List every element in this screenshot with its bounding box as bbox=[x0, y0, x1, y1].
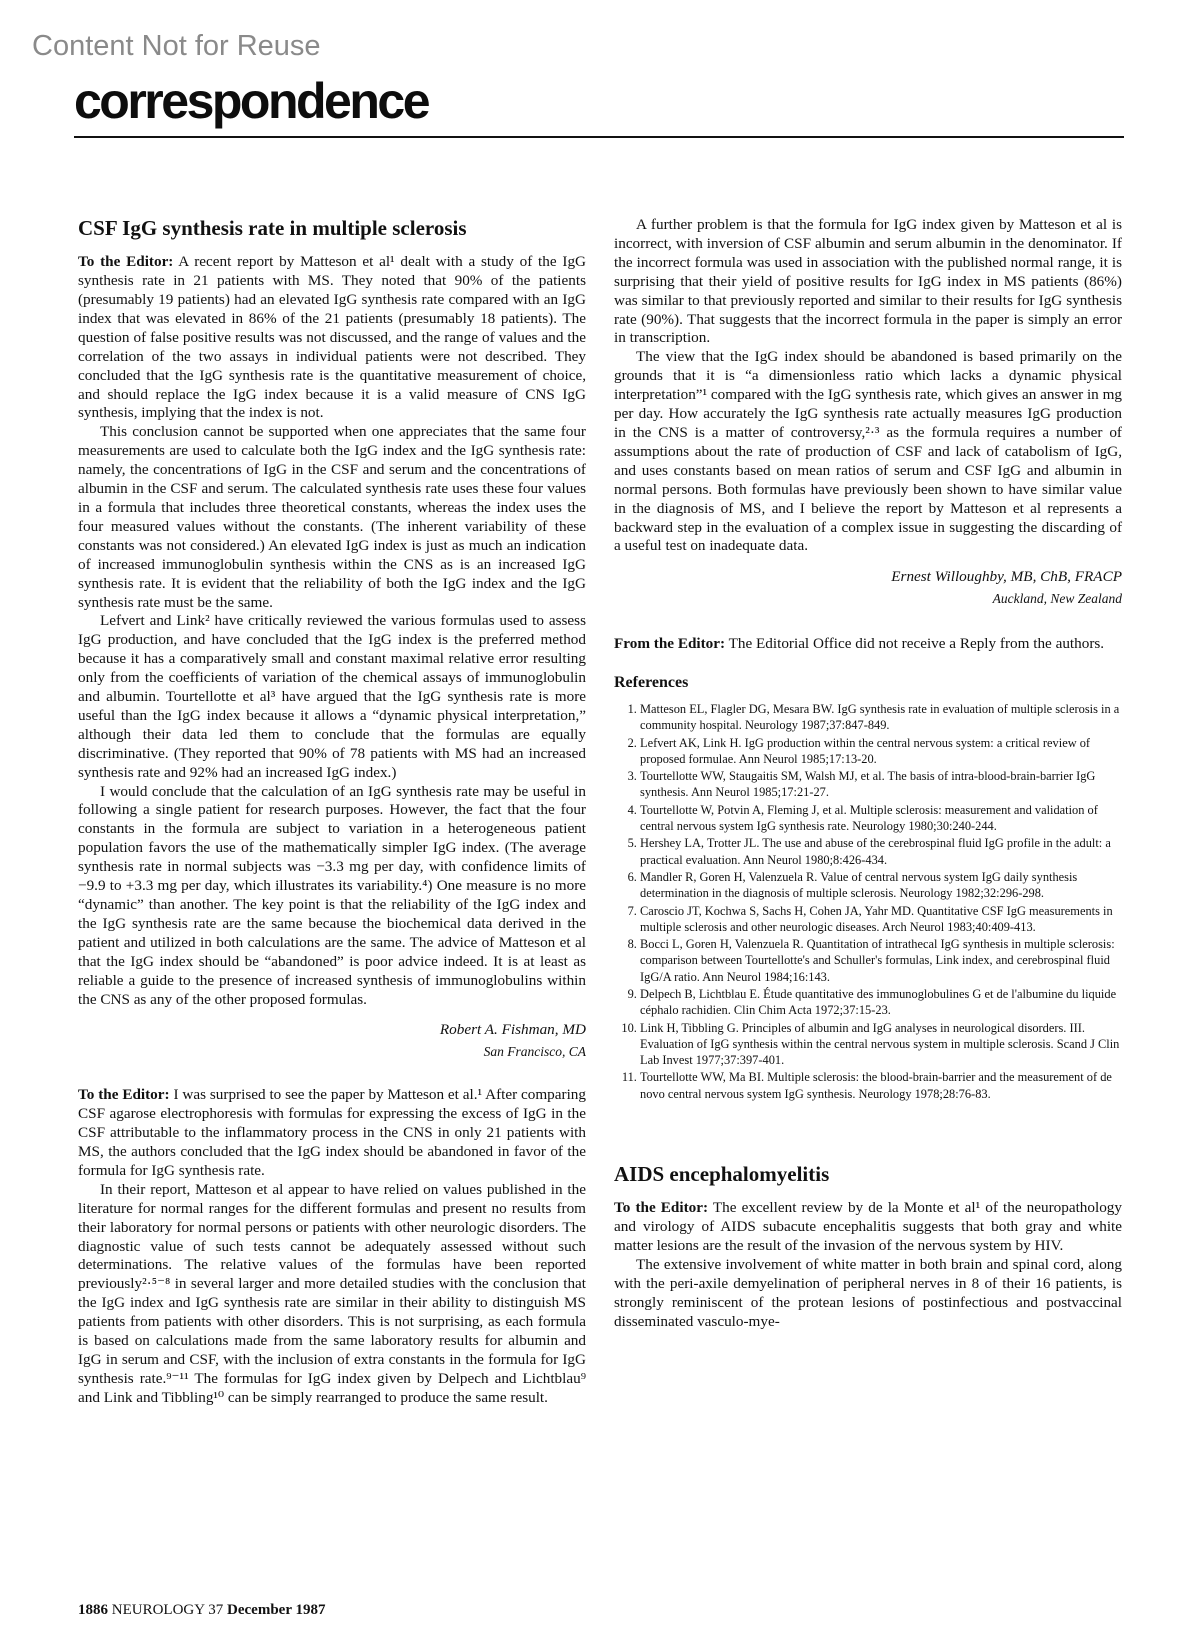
reference-item: 6. Mandler R, Goren H, Valenzuela R. Value of central nervous system IgG daily synthesis determination in the diagnosis of multiple sclerosis. Neurology 1982;32:296-298. bbox=[640, 869, 1122, 902]
reference-item: 1. Matteson EL, Flagler DG, Mesara BW. IgG synthesis rate in evaluation of multiple sclerosis in a community hospital. Neurology 1987;37:847-849. bbox=[640, 701, 1122, 734]
letter2-paragraph-4: The view that the IgG index should be abandoned is based primarily on the grounds that it is “a dimensionless ratio which lacks a dynamic physical interpretation”¹ compared with the IgG synthesis rate, which gives an answer in mg per day. How accurately the IgG synthesis rate actually measures IgG production in the CNS is a matter of controversy,²·³ as the formula requires a number of assumptions about the rate of production of CSF and lack of catabolism of IgG, and uses constants based on mean ratios of serum and CSF IgG and albumin in normal persons. Both formulas have previously been shown to have similar value in the diagnosis of MS, and I believe the report by Matteson et al represents a backward step in the evaluation of a complex issue in suggesting the discarding of a useful test on inadequate data. bbox=[614, 348, 1122, 555]
reference-item: 3. Tourtellotte WW, Staugaitis SM, Walsh MJ, et al. The basis of intra-blood-brain-barrier IgG synthesis. Ann Neurol 1985;17:21-27. bbox=[640, 768, 1122, 801]
paragraph-text: A recent report by Matteson et al¹ dealt with a study of the IgG synthesis rate in 21 patients with MS. They noted that 90% of the patients (presumably 19 patients) had an elevated IgG synthesis rate compared with an IgG index that was elevated in 86% of the 21 patients (presumably 18 patients). The question of false positive results was not discussed, and the range of values and the correlation of the two assays in individual patients were not described. They concluded that the IgG synthesis rate is the quantitative measurement of choice, and should replace the IgG index because it is a valid measure of CNS IgG synthesis, implying that the index is not. bbox=[78, 253, 587, 422]
watermark-text: Content Not for Reuse bbox=[32, 30, 321, 62]
reference-item: 5. Hershey LA, Trotter JL. The use and abuse of the cerebrospinal fluid IgG profile in the adult: a practical evaluation. Ann Neurol 1980;8:426-434. bbox=[640, 835, 1122, 868]
letter2-paragraph-2: In their report, Matteson et al appear to have relied on values published in the literature for normal ranges for the different formulas and present no results from their laboratory for normal persons or patients with other neurologic disorders. The diagnostic value of such tests cannot be adequately assessed without such determinations. The relative values of the formulas have been reported previously²·⁵⁻⁸ in several larger and more detailed studies with the conclusion that the IgG index and IgG synthesis rate are similar in their ability to distinguish MS patients from patients with other disorders. This is not surprising, as each formula is based on calculations made from the same laboratory results for albumin and IgG in serum and CSF, with the inclusion of extra constants in the formula for IgG synthesis rate.⁹⁻¹¹ The formulas for IgG index given by Delpech and Lichtblau⁹ and Link and Tibbling¹⁰ can be simply rearranged to produce the same result. bbox=[78, 1180, 586, 1406]
reference-item: 8. Bocci L, Goren H, Valenzuela R. Quantitation of intrathecal IgG synthesis in multiple sclerosis: comparison between Tourtellotte's and Schuller's formulas, Link index, and cerebrospinal fluid IgG/A ratio. Ann Neurol 1984;16:143. bbox=[640, 936, 1122, 985]
reference-item: 4. Tourtellotte W, Potvin A, Fleming J, et al. Multiple sclerosis: measurement and validation of central nervous system IgG synthesis rate. Neurology 1980;30:240-244. bbox=[640, 802, 1122, 835]
letter1-paragraph-3: Lefvert and Link² have critically reviewed the various formulas used to assess IgG production, and have concluded that the IgG index is the preferred method because it has a comparatively small and constant maximal relative error resulting only from the coefficients of variation of the chemical assays of immunoglobulin and albumin. Tourtellotte et al³ have argued that the IgG synthesis rate is more useful than the IgG index because it allows a “dynamic physical interpretation,” although their data led them to conclude that the formulas are equally discriminative. (They reported that 90% of 78 patients with MS had an increased synthesis rate and 92% had an increased IgG index.) bbox=[78, 612, 586, 781]
reference-item: 11. Tourtellotte WW, Ma BI. Multiple sclerosis: the blood-brain-barrier and the measurement of de novo central nervous system IgG synthesis. Neurology 1978;28:76-83. bbox=[640, 1069, 1122, 1102]
right-column bbox=[614, 216, 1122, 1332]
reference-item: 10. Link H, Tibbling G. Principles of albumin and IgG analyses in neurological disorders. III. Evaluation of IgG synthesis within the central nervous system in multiple sclerosis. Scand J Clin Lab Invest 1977;37:397-401. bbox=[640, 1020, 1122, 1069]
letter2-signature: Ernest Willoughby, MB, ChB, FRACP bbox=[891, 568, 1122, 586]
letter1-paragraph-4: I would conclude that the calculation of an IgG synthesis rate may be useful in following a single patient for research purposes. However, the fact that the four constants in the formula are subject to variation in a heterogeneous patient population favors the use of the mathematically simpler IgG index. (The average synthesis rate in normal subjects was −3.3 mg per day, with confidence limits of −9.9 to +3.3 mg per day, which illustrates its variability.⁴) One measure is no more “dynamic” than another. The key point is that the reliability of the IgG index and the IgG synthesis rate are the same because the biochemical data derived in the patient and utilized in both calculations are the same. The advice of Matteson et al that the IgG index should be “abandoned” is poor advice indeed. It is at least as reliable a guide to the presence of increased synthesis of immunoglobulins within the CNS as any of the other proposed formulas. bbox=[78, 782, 586, 1008]
issue-date: December 1987 bbox=[227, 1602, 326, 1618]
article-title-2: AIDS encephalomyelitis bbox=[614, 1162, 830, 1187]
lead-in: To the Editor: bbox=[78, 1086, 170, 1104]
left-column bbox=[78, 216, 586, 1408]
lead-in: To the Editor: bbox=[78, 253, 174, 271]
letter1-paragraph-2: This conclusion cannot be supported when one appreciates that the same four measurements are used to calculate both the IgG index and the IgG synthesis rate: namely, the concentrations of IgG in the CSF and serum and the concentrations of albumin in the CSF and serum. The calculated synthesis rate uses these four values in a formula that includes three theoretical constants, whereas the index uses the four measured values without the constants. (The inherent variability of these constants was not considered.) An elevated IgG index is just as much an indication of increased immunoglobulin synthesis within the CNS as is an increased IgG synthesis rate. It is evident that the reliability of both the IgG index and the IgG synthesis rate must be the same. bbox=[78, 423, 586, 611]
section-title: correspondence bbox=[74, 73, 429, 129]
paragraph-text: The Editorial Office did not receive a Reply from the authors. bbox=[725, 635, 1105, 653]
title-rule bbox=[74, 136, 1124, 138]
journal-name: NEUROLOGY 37 bbox=[108, 1602, 228, 1618]
letter1-paragraph-1 bbox=[78, 253, 586, 423]
paragraph-text: The excellent review by de la Monte et al¹ of the neuropathology and virology of AIDS subacute encephalitis suggests that both gray and white matter lesions are the result of the invasion of the nervous system by HIV. bbox=[614, 1199, 1122, 1255]
letter1-place: San Francisco, CA bbox=[483, 1044, 586, 1060]
reference-item: 7. Caroscio JT, Kochwa S, Sachs H, Cohen JA, Yahr MD. Quantitative CSF IgG measurements in multiple sclerosis and other neurologic diseases. Arch Neurol 1983;40:409-413. bbox=[640, 903, 1122, 936]
letter2-place: Auckland, New Zealand bbox=[992, 591, 1122, 607]
letter2-paragraph-1 bbox=[78, 1086, 586, 1181]
paragraph-text: I was surprised to see the paper by Matteson et al.¹ After comparing CSF agarose electrophoresis with formulas for expressing the excess of IgG in the CSF attributable to the inflammatory process in the CNS in only 21 patients with MS, the authors concluded that the IgG index should be abandoned in favor of the formula for IgG synthesis rate. bbox=[78, 1086, 586, 1179]
reference-item: 9. Delpech B, Lichtblau E. Étude quantitative des immunoglobulines G et de l'albumine du liquide céphalo rachidien. Clin Chim Acta 1972;37:15-23. bbox=[640, 986, 1122, 1019]
editor-note bbox=[614, 635, 1122, 654]
page-number: 1886 bbox=[78, 1602, 108, 1618]
lead-in: To the Editor: bbox=[614, 1199, 709, 1217]
article-title: CSF IgG synthesis rate in multiple sclerosis bbox=[78, 216, 467, 240]
page-footer bbox=[78, 1602, 325, 1619]
letter1-signature: Robert A. Fishman, MD bbox=[439, 1021, 586, 1039]
references-list bbox=[614, 701, 1122, 1102]
letter2-paragraph-3: A further problem is that the formula for IgG index given by Matteson et al is incorrect, with inversion of CSF albumin and serum albumin in the denominator. If the incorrect formula was used in association with the published normal range, it is surprising that their yield of positive results for IgG index in MS patients (86%) was similar to that previously reported and similar to their results for IgG synthesis rate (90%). That suggests that the incorrect formula in the paper is simply an error in transcription. bbox=[614, 216, 1122, 347]
references-heading: References bbox=[614, 674, 689, 692]
reference-item: 2. Lefvert AK, Link H. IgG production within the central nervous system: a critical review of proposed formulae. Ann Neurol 1985;17:13-20. bbox=[640, 735, 1122, 768]
aids-paragraph-2: The extensive involvement of white matter in both brain and spinal cord, along with the peri-axile demyelination of peripheral nerves in 8 of their 16 patients, is strongly reminiscent of the protean lesions of postinfectious and postvaccinal disseminated vasculo-mye- bbox=[614, 1255, 1122, 1330]
lead-in: From the Editor: bbox=[614, 635, 726, 653]
aids-paragraph-1 bbox=[614, 1199, 1122, 1256]
